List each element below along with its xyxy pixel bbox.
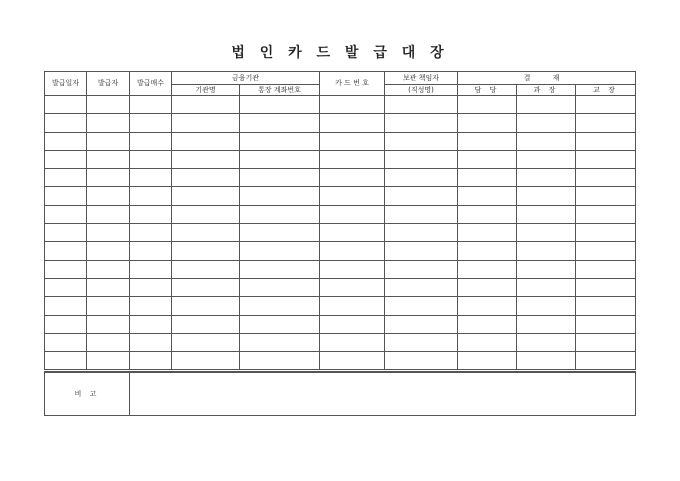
table-cell[interactable] xyxy=(240,278,320,296)
page-title: 법 인 카 드 발 급 대 장 xyxy=(231,45,449,61)
header-row-top xyxy=(45,72,636,85)
table-cell[interactable] xyxy=(240,96,320,114)
table-cell[interactable] xyxy=(576,205,636,223)
table-cell[interactable] xyxy=(458,150,517,168)
table-cell[interactable] xyxy=(240,169,320,187)
table-cell[interactable] xyxy=(45,297,87,315)
table-cell[interactable] xyxy=(576,169,636,187)
table-cell[interactable] xyxy=(458,242,517,260)
table-cell[interactable] xyxy=(385,224,458,242)
table-cell[interactable] xyxy=(87,352,130,371)
table-cell[interactable] xyxy=(517,169,576,187)
table-cell[interactable] xyxy=(517,278,576,296)
table-cell[interactable] xyxy=(87,187,130,205)
table-cell[interactable] xyxy=(45,96,87,114)
table-cell[interactable] xyxy=(172,315,240,333)
table-cell[interactable] xyxy=(385,205,458,223)
table-cell[interactable] xyxy=(240,315,320,333)
table-cell[interactable] xyxy=(320,205,385,223)
table-cell[interactable] xyxy=(130,205,172,223)
header-card-number: 카 드 번 호 xyxy=(320,72,385,96)
table-row xyxy=(45,352,636,371)
table-cell[interactable] xyxy=(130,315,172,333)
table-cell[interactable] xyxy=(458,205,517,223)
table-cell[interactable] xyxy=(130,352,172,371)
table-cell[interactable] xyxy=(385,96,458,114)
table-cell[interactable] xyxy=(130,169,172,187)
table-cell[interactable] xyxy=(172,278,240,296)
table-cell[interactable] xyxy=(172,352,240,371)
table-cell[interactable] xyxy=(130,150,172,168)
table-cell[interactable] xyxy=(87,297,130,315)
table-cell[interactable] xyxy=(87,333,130,351)
table-cell[interactable] xyxy=(458,114,517,132)
table-cell[interactable] xyxy=(517,96,576,114)
table-cell[interactable] xyxy=(320,333,385,351)
table-cell[interactable] xyxy=(87,132,130,150)
table-cell[interactable] xyxy=(576,132,636,150)
remarks-label: 비 고 xyxy=(45,373,130,416)
table-cell[interactable] xyxy=(517,260,576,278)
table-cell[interactable] xyxy=(87,260,130,278)
table-cell[interactable] xyxy=(172,96,240,114)
table-row xyxy=(45,278,636,296)
table-cell[interactable] xyxy=(385,150,458,168)
table-cell[interactable] xyxy=(385,297,458,315)
table-cell[interactable] xyxy=(320,150,385,168)
table-cell[interactable] xyxy=(320,114,385,132)
table-row xyxy=(45,150,636,168)
remarks-field[interactable] xyxy=(130,373,636,416)
table-cell[interactable] xyxy=(45,150,87,168)
table-cell[interactable] xyxy=(385,169,458,187)
table-cell[interactable] xyxy=(320,315,385,333)
table-cell[interactable] xyxy=(45,169,87,187)
table-cell[interactable] xyxy=(576,297,636,315)
table-cell[interactable] xyxy=(240,297,320,315)
table-cell[interactable] xyxy=(240,260,320,278)
table-cell[interactable] xyxy=(172,169,240,187)
table-row xyxy=(45,187,636,205)
table-cell[interactable] xyxy=(458,352,517,371)
table-cell[interactable] xyxy=(517,333,576,351)
table-cell[interactable] xyxy=(320,169,385,187)
table-cell[interactable] xyxy=(517,114,576,132)
table-cell[interactable] xyxy=(240,333,320,351)
table-cell[interactable] xyxy=(320,242,385,260)
table-cell[interactable] xyxy=(87,169,130,187)
table-row xyxy=(45,169,636,187)
table-cell[interactable] xyxy=(45,114,87,132)
header-issue-count: 발급매수 xyxy=(130,72,172,96)
table-cell[interactable] xyxy=(576,315,636,333)
table-cell[interactable] xyxy=(172,132,240,150)
table-cell[interactable] xyxy=(458,224,517,242)
table-cell[interactable] xyxy=(130,114,172,132)
table-cell[interactable] xyxy=(385,260,458,278)
table-cell[interactable] xyxy=(458,297,517,315)
header-approval-staff: 담 당 xyxy=(458,85,517,96)
table-cell[interactable] xyxy=(320,297,385,315)
table-cell[interactable] xyxy=(87,278,130,296)
table-cell[interactable] xyxy=(385,278,458,296)
table-cell[interactable] xyxy=(172,205,240,223)
table-cell[interactable] xyxy=(385,315,458,333)
table-cell[interactable] xyxy=(45,187,87,205)
table-cell[interactable] xyxy=(130,187,172,205)
table-cell[interactable] xyxy=(576,278,636,296)
header-approval-principal: 교 장 xyxy=(576,85,636,96)
header-issue-date: 발급일자 xyxy=(45,72,87,96)
table-cell[interactable] xyxy=(87,150,130,168)
table-cell[interactable] xyxy=(576,333,636,351)
header-institution-name: 기관명 xyxy=(172,85,240,96)
header-approval-section-chief: 과 장 xyxy=(517,85,576,96)
table-cell[interactable] xyxy=(87,114,130,132)
table-cell[interactable] xyxy=(458,315,517,333)
header-approval: 결 재 xyxy=(458,72,636,85)
table-cell[interactable] xyxy=(517,132,576,150)
table-row xyxy=(45,297,636,315)
table-cell[interactable] xyxy=(45,278,87,296)
table-cell[interactable] xyxy=(172,260,240,278)
table-cell[interactable] xyxy=(240,224,320,242)
table-cell[interactable] xyxy=(172,187,240,205)
table-cell[interactable] xyxy=(458,260,517,278)
table-row xyxy=(45,114,636,132)
table-cell[interactable] xyxy=(130,333,172,351)
table-cell[interactable] xyxy=(385,187,458,205)
table-cell[interactable] xyxy=(576,260,636,278)
remarks-row xyxy=(45,373,636,416)
table-cell[interactable] xyxy=(240,150,320,168)
table-cell[interactable] xyxy=(130,96,172,114)
table-cell[interactable] xyxy=(320,96,385,114)
table-cell[interactable] xyxy=(240,352,320,371)
table-cell[interactable] xyxy=(576,352,636,371)
table-cell[interactable] xyxy=(458,132,517,150)
table-cell[interactable] xyxy=(320,278,385,296)
card-issuance-register-table xyxy=(44,71,636,416)
table-cell[interactable] xyxy=(87,205,130,223)
header-issuer: 발급자 xyxy=(87,72,130,96)
table-cell[interactable] xyxy=(458,96,517,114)
table-cell[interactable] xyxy=(45,333,87,351)
table-cell[interactable] xyxy=(45,315,87,333)
table-cell[interactable] xyxy=(240,187,320,205)
table-cell[interactable] xyxy=(576,187,636,205)
table-cell[interactable] xyxy=(385,333,458,351)
table-cell[interactable] xyxy=(130,260,172,278)
table-cell[interactable] xyxy=(517,242,576,260)
table-cell[interactable] xyxy=(458,333,517,351)
table-row xyxy=(45,260,636,278)
table-cell[interactable] xyxy=(87,242,130,260)
table-cell[interactable] xyxy=(172,150,240,168)
table-cell[interactable] xyxy=(385,114,458,132)
table-cell[interactable] xyxy=(240,132,320,150)
table-cell[interactable] xyxy=(517,187,576,205)
table-cell[interactable] xyxy=(576,242,636,260)
table-cell[interactable] xyxy=(517,224,576,242)
table-cell[interactable] xyxy=(320,260,385,278)
table-cell[interactable] xyxy=(45,224,87,242)
table-cell[interactable] xyxy=(517,150,576,168)
table-cell[interactable] xyxy=(320,187,385,205)
table-row xyxy=(45,224,636,242)
table-cell[interactable] xyxy=(172,114,240,132)
table-cell[interactable] xyxy=(130,297,172,315)
table-cell[interactable] xyxy=(45,352,87,371)
table-cell[interactable] xyxy=(576,224,636,242)
header-bankbook-account: 통장 계좌번호 xyxy=(240,85,320,96)
table-cell[interactable] xyxy=(87,315,130,333)
header-custodian: 보관 책임자 xyxy=(385,72,458,85)
table-cell[interactable] xyxy=(458,169,517,187)
table-cell[interactable] xyxy=(517,205,576,223)
table-cell[interactable] xyxy=(385,352,458,371)
table-cell[interactable] xyxy=(576,96,636,114)
table-cell[interactable] xyxy=(172,224,240,242)
table-cell[interactable] xyxy=(87,224,130,242)
table-cell[interactable] xyxy=(240,205,320,223)
table-row xyxy=(45,205,636,223)
table-cell[interactable] xyxy=(517,315,576,333)
table-cell[interactable] xyxy=(172,242,240,260)
table-row xyxy=(45,333,636,351)
table-cell[interactable] xyxy=(517,352,576,371)
table-cell[interactable] xyxy=(130,242,172,260)
header-custodian-name: (직성명) xyxy=(385,85,458,96)
table-cell[interactable] xyxy=(385,242,458,260)
table-cell[interactable] xyxy=(130,224,172,242)
table-cell[interactable] xyxy=(172,333,240,351)
table-cell[interactable] xyxy=(320,132,385,150)
table-cell[interactable] xyxy=(45,242,87,260)
table-cell[interactable] xyxy=(240,114,320,132)
table-cell[interactable] xyxy=(576,150,636,168)
table-cell[interactable] xyxy=(458,187,517,205)
table-cell[interactable] xyxy=(320,224,385,242)
table-row xyxy=(45,96,636,114)
table-cell[interactable] xyxy=(385,132,458,150)
table-cell[interactable] xyxy=(130,132,172,150)
table-cell[interactable] xyxy=(576,114,636,132)
table-cell[interactable] xyxy=(240,242,320,260)
table-cell[interactable] xyxy=(172,297,240,315)
table-cell[interactable] xyxy=(45,260,87,278)
header-financial-institution: 금융기관 xyxy=(172,72,320,85)
table-cell[interactable] xyxy=(320,352,385,371)
table-cell[interactable] xyxy=(45,205,87,223)
table-row xyxy=(45,242,636,260)
table-cell[interactable] xyxy=(458,278,517,296)
table-cell[interactable] xyxy=(130,278,172,296)
table-cell[interactable] xyxy=(87,96,130,114)
table-cell[interactable] xyxy=(517,297,576,315)
table-row xyxy=(45,315,636,333)
table-row xyxy=(45,132,636,150)
table-cell[interactable] xyxy=(45,132,87,150)
